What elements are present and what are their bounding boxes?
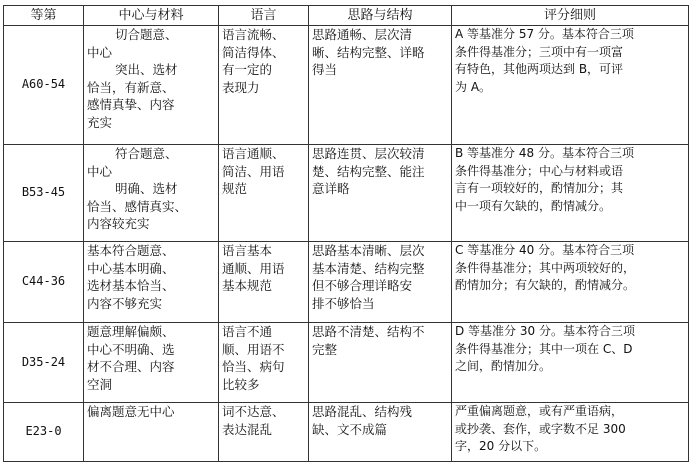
cell-line: 顺、用语不 [222,341,285,357]
header-content-material: 中心与材料 [84,6,219,26]
header-criteria: 评分细则 [452,6,689,26]
cell-line: 内容不够充实 [87,295,163,311]
grade-cell: C44-36 [4,242,84,323]
grade-cell: B53-45 [4,145,84,242]
cell-line: 严重偏离题意，或有严重语病， [455,404,624,418]
cell-line: 恰当，有新意、 [87,79,175,95]
header-language: 语言 [219,6,309,26]
cell-line: 通顺、用语 [222,260,285,276]
language-cell [219,403,309,462]
cell-line: 语言不通 [222,324,273,339]
cell-line: 中心 [87,163,113,179]
cell-line: 选材基本恰当、 [87,278,175,293]
content-cell [84,323,219,403]
cell-line: 酌情加分；有欠缺的，酌情减分。 [455,278,636,292]
cell-line: 为 A。 [455,79,492,94]
cell-line: 晰、结构完整、详略 [312,44,425,60]
cell-line: 楚、结构完整、能注 [312,163,425,179]
cell-line: 充实 [87,114,113,130]
cell-line: 比较多 [222,376,260,392]
cell-line: 切合题意、 [115,27,178,42]
cell-line: 感情真挚、内容 [87,97,175,112]
criteria-cell [452,242,689,323]
cell-line: 明确、选材 [115,181,178,196]
header-grade: 等第 [4,6,84,26]
cell-line: 有特色，其他两项达到 B，可评 [455,62,624,76]
criteria-cell [452,26,689,145]
cell-line: 或抄袭、套作，或字数不足 300 [455,421,626,436]
criteria-cell [452,323,689,403]
cell-line: 表现力 [222,79,260,95]
cell-line: D 等基准分 30 分。基本符合三项 [455,324,635,338]
cell-line: 有一定的 [222,62,273,77]
structure-cell [309,26,452,145]
cell-line: 恰当、感情真实、 [87,198,188,214]
cell-line: B 等基准分 48 分。基本符合三项 [455,146,634,160]
cell-line: 思路基本清晰、层次 [312,243,425,258]
cell-line: 完整 [312,341,338,357]
cell-line: 语言流畅、 [222,27,285,42]
cell-line: 排不够恰当 [312,295,375,311]
cell-line: 思路不清楚、结构不 [312,324,425,339]
cell-line: 字，20 分以下。 [455,439,547,453]
cell-line: 内容较充实 [87,216,150,231]
cell-line: 思路混乱、结构残 [312,404,413,419]
cell-line: 条件得基准分；中心与材料或语 [455,163,624,178]
cell-line: 条件得基准分；三项中有一项富 [455,44,624,59]
cell-line: 简洁得体、 [222,44,285,60]
cell-line: 中心不明确、选 [87,341,175,357]
table-row [4,145,689,242]
cell-line: 基本清楚、结构完整 [312,260,425,276]
cell-line: 偏离题意无中心 [87,404,175,419]
cell-line: 表达混乱 [222,421,273,437]
language-cell [219,145,309,242]
cell-line: 中一项有欠缺的，酌情减分。 [455,198,612,213]
table-row [4,26,689,145]
content-cell [84,403,219,462]
scoring-rubric-table [3,5,689,462]
structure-cell [309,145,452,242]
cell-line: C 等基准分 40 分。基本符合三项 [455,243,635,257]
cell-line: A 等基准分 57 分。基本符合三项 [455,27,634,41]
content-cell [84,26,219,145]
cell-line: 思路连贯、层次较清 [312,146,425,161]
cell-line: 之间，酌情加分。 [455,359,552,373]
cell-line: 规范 [222,181,248,196]
cell-line: 条件得基准分；其中两项较好的， [455,260,636,275]
cell-line: 中心 [87,44,113,60]
table-row [4,403,689,462]
language-cell [219,26,309,145]
structure-cell [309,242,452,323]
content-cell [84,145,219,242]
cell-line: 词不达意、 [222,404,285,419]
table-row [4,323,689,403]
language-cell [219,242,309,323]
cell-line: 思路通畅、层次清 [312,27,413,42]
cell-line: 突出、选材 [115,62,178,77]
content-cell [84,242,219,323]
cell-line: 言有一项较好的，酌情加分；其 [455,181,624,195]
cell-line: 语言基本 [222,243,273,258]
header-structure: 思路与结构 [309,6,452,26]
criteria-cell [452,145,689,242]
cell-line: 语言通顺、 [222,146,285,161]
table-header-row [4,6,689,26]
structure-cell [309,403,452,462]
structure-cell [309,323,452,403]
cell-line: 题意理解偏颇、 [87,324,175,339]
cell-line: 符合题意、 [115,146,178,161]
cell-line: 基本规范 [222,278,273,293]
cell-line: 基本符合题意、 [87,243,175,258]
cell-line: 中心基本明确、 [87,260,175,276]
language-cell [219,323,309,403]
cell-line: 简洁、用语 [222,163,285,179]
table-row [4,242,689,323]
grade-cell: A60-54 [4,26,84,145]
cell-line: 但不够合理详略安 [312,278,413,293]
grade-cell: D35-24 [4,323,84,403]
cell-line: 缺、文不成篇 [312,421,388,437]
cell-line: 得当 [312,62,338,77]
cell-line: 条件得基准分；其中一项在 C、D [455,341,633,356]
cell-line: 恰当、病句 [222,359,285,374]
cell-line: 空洞 [87,376,113,392]
grade-cell: E23-0 [4,403,84,462]
cell-line: 意详略 [312,181,350,196]
criteria-cell [452,403,689,462]
cell-line: 材不合理、内容 [87,359,175,374]
